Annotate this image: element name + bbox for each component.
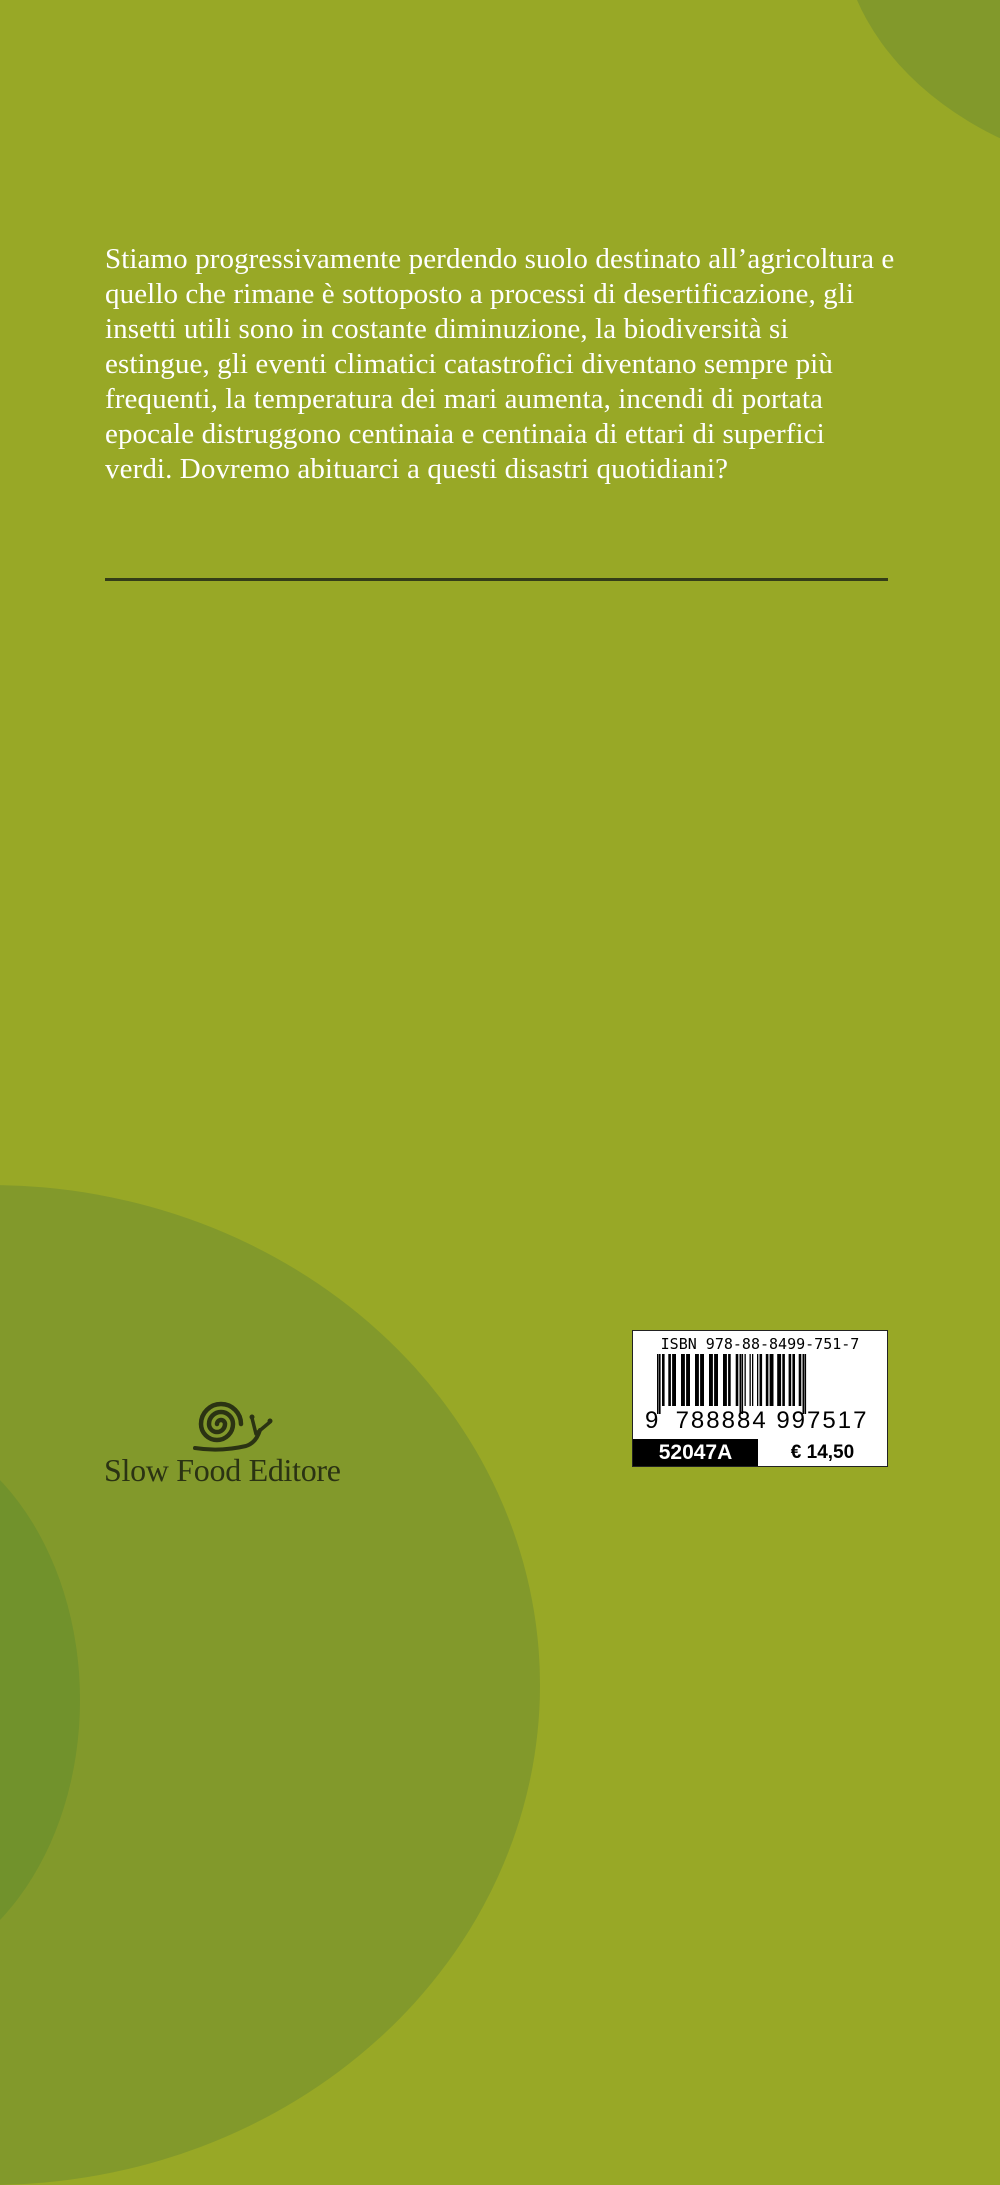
product-code: 52047A bbox=[633, 1439, 758, 1466]
back-cover-blurb: Stiamo progressivamente perdendo suolo destinato all’agricoltura e quello che rimane è sottoposto a processi di desertificazione, gli insetti utili sono in costante diminuzione, la biodiversità si estingue, gli eventi climatici catastrofici diventano sempre più frequenti, la temperatura dei mari aumenta, incendi di portata epocale distruggono centinaia e centinaia di ettari di superfici verdi. Dovremo abituarci a questi disastri quotidiani? bbox=[105, 243, 895, 485]
price: € 14,50 bbox=[758, 1439, 887, 1466]
publisher-name: Slow Food Editore bbox=[104, 1452, 341, 1488]
isbn-text: ISBN 978-88-8499-751-7 bbox=[660, 1335, 860, 1353]
ean-first-digit: 9 bbox=[645, 1407, 659, 1434]
barcode-label bbox=[632, 1330, 888, 1467]
decorative-blob-bottom bbox=[0, 1185, 540, 2185]
decorative-blob-top bbox=[840, 0, 1000, 180]
divider-rule bbox=[105, 578, 888, 581]
ean-digits: 788884 997517 bbox=[675, 1407, 869, 1434]
snail-icon bbox=[190, 1396, 274, 1452]
